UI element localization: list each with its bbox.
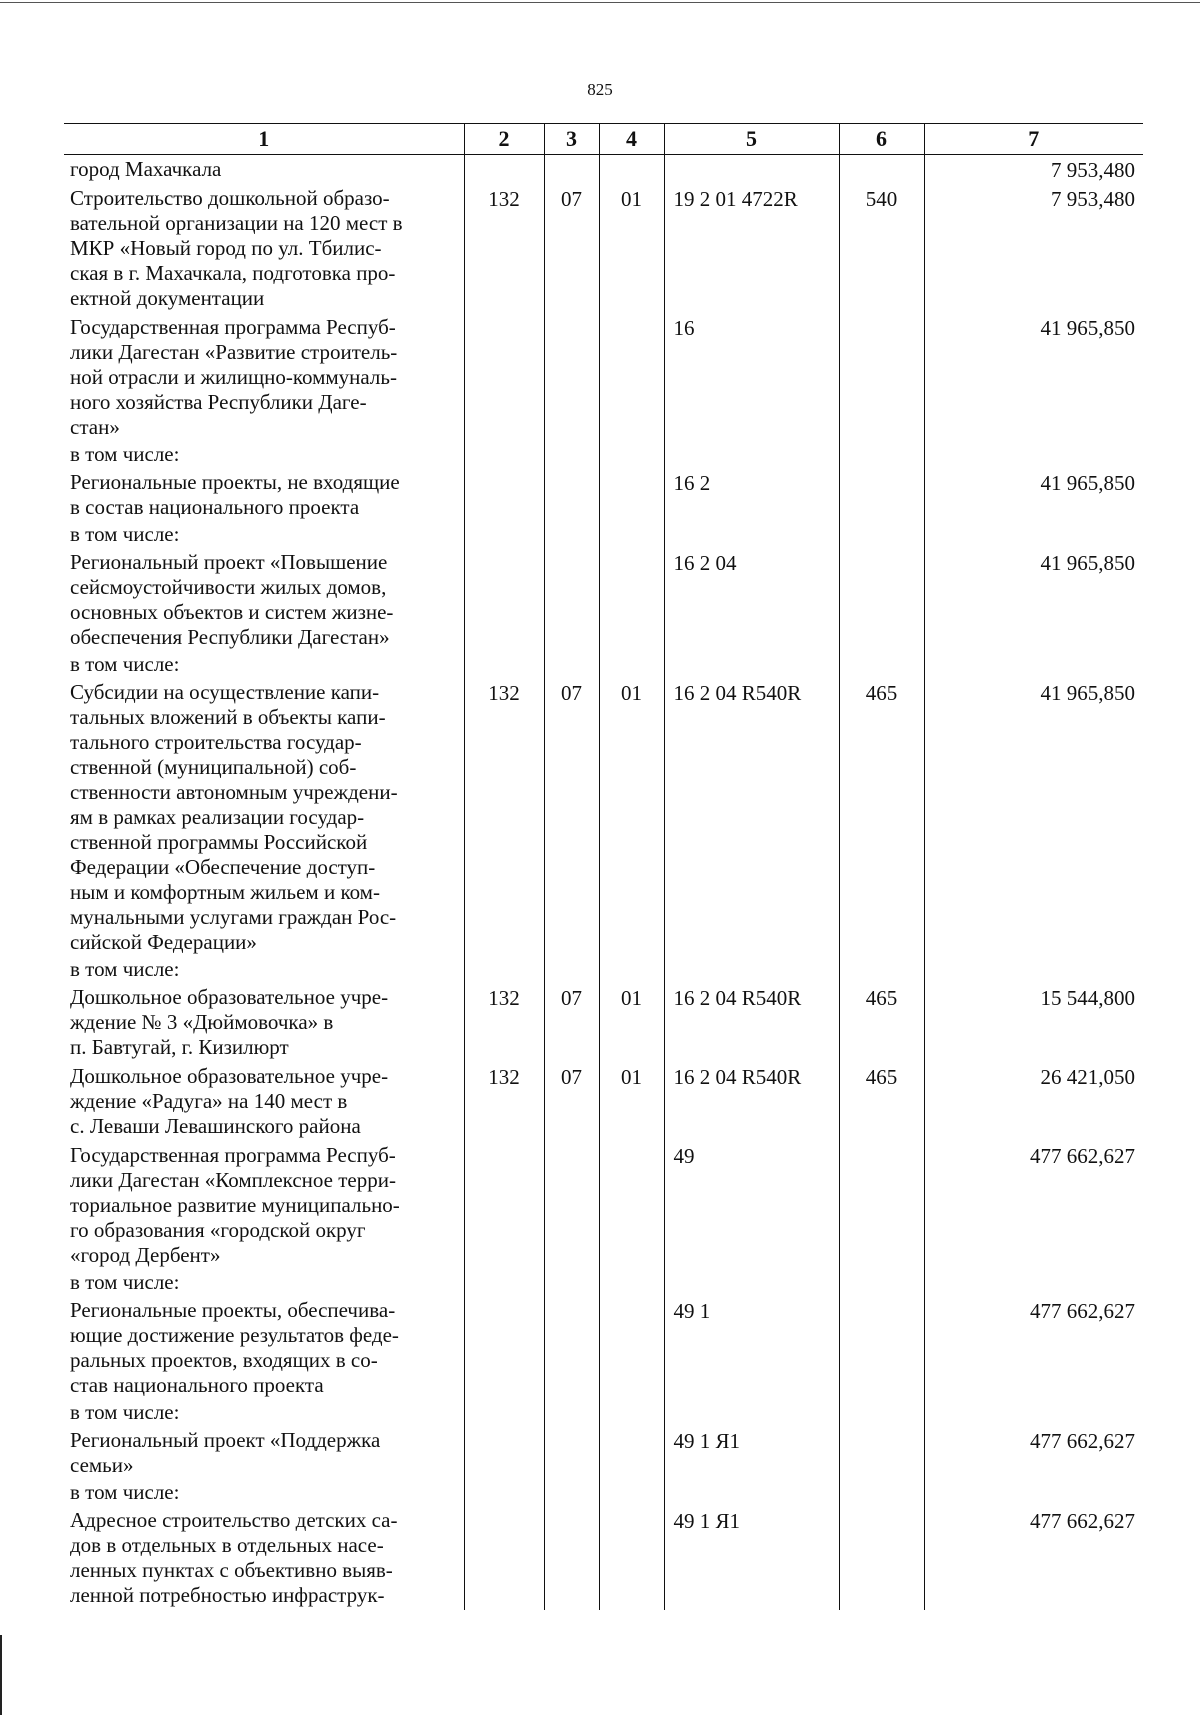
cell-section (544, 468, 599, 522)
header-col-5: 5 (664, 124, 839, 155)
cell-admin-code (464, 1506, 544, 1610)
cell-admin-code: 132 (464, 184, 544, 313)
cell-admin-code (464, 957, 544, 983)
cell-expense-type (839, 155, 924, 185)
table-row (64, 1141, 1143, 1270)
cell-target-article (664, 1480, 839, 1506)
cell-amount: 41 965,850 (924, 313, 1143, 442)
cell-target-article (664, 1400, 839, 1426)
cell-expense-type (839, 1400, 924, 1426)
cell-name: в том числе: (70, 1400, 180, 1424)
table-row (64, 184, 1143, 313)
cell-target-article (664, 957, 839, 983)
cell-amount: 477 662,627 (924, 1141, 1143, 1270)
cell-target-article: 16 2 04 (664, 548, 839, 652)
cell-name: Дошкольное образовательное учре- ждение «Радуга» на 140 мест в с. Леваши Левашинского района (70, 1064, 389, 1138)
cell-name: Государственная программа Респуб- лики Дагестан «Комплексное терри- ториальное развитие муниципально- го образования «городской округ «город Дербент» (70, 1143, 400, 1267)
cell-name: Государственная программа Респуб- лики Дагестан «Развитие строитель- ной отрасли и жилищно-коммуналь- ного хозяйства Республики Даге- стан» (70, 315, 398, 439)
cell-target-article: 49 1 Я1 (664, 1426, 839, 1480)
cell-amount: 477 662,627 (924, 1426, 1143, 1480)
cell-subsection (599, 468, 664, 522)
cell-section (544, 442, 599, 468)
cell-target-article (664, 652, 839, 678)
table-row (64, 442, 1143, 468)
cell-section (544, 1296, 599, 1400)
cell-expense-type (839, 1270, 924, 1296)
table-row (64, 1506, 1143, 1610)
cell-name: Региональные проекты, обеспечива- ющие достижение результатов феде- ральных проектов, входящих в со- став национального проекта (70, 1298, 399, 1397)
cell-expense-type (839, 442, 924, 468)
cell-section (544, 313, 599, 442)
cell-amount (924, 1270, 1143, 1296)
cell-subsection (599, 652, 664, 678)
cell-name: в том числе: (70, 442, 180, 466)
header-col-2: 2 (464, 124, 544, 155)
cell-admin-code (464, 548, 544, 652)
header-row (64, 124, 1143, 155)
cell-name: Строительство дошкольной образо- вательной организации на 120 мест в МКР «Новый город по ул. Тбилис- ская в г. Махачкала, подготовка про- ектной документации (70, 186, 403, 310)
cell-expense-type: 465 (839, 678, 924, 957)
cell-expense-type (839, 1141, 924, 1270)
cell-subsection (599, 548, 664, 652)
cell-subsection (599, 313, 664, 442)
table-row (64, 1426, 1143, 1480)
cell-admin-code (464, 1270, 544, 1296)
cell-admin-code: 132 (464, 1062, 544, 1141)
cell-name: город Махачкала (70, 157, 222, 181)
cell-section (544, 1506, 599, 1610)
cell-subsection (599, 522, 664, 548)
cell-subsection: 01 (599, 678, 664, 957)
cell-amount (924, 652, 1143, 678)
scan-margin-mark (0, 1635, 2, 1715)
cell-subsection (599, 957, 664, 983)
cell-amount (924, 522, 1143, 548)
cell-admin-code (464, 468, 544, 522)
cell-amount: 477 662,627 (924, 1506, 1143, 1610)
cell-target-article: 16 2 (664, 468, 839, 522)
cell-target-article (664, 442, 839, 468)
table-row (64, 652, 1143, 678)
cell-section (544, 1480, 599, 1506)
cell-subsection (599, 1270, 664, 1296)
cell-admin-code (464, 442, 544, 468)
header-col-1: 1 (64, 124, 464, 155)
cell-section (544, 1141, 599, 1270)
cell-amount: 7 953,480 (924, 184, 1143, 313)
cell-amount: 7 953,480 (924, 155, 1143, 185)
cell-expense-type (839, 1480, 924, 1506)
cell-section (544, 1400, 599, 1426)
cell-admin-code (464, 522, 544, 548)
cell-expense-type (839, 1426, 924, 1480)
cell-name: в том числе: (70, 652, 180, 676)
cell-name: Региональный проект «Повышение сейсмоустойчивости жилых домов, основных объектов и систем жизне- обеспечения Республики Дагестан» (70, 550, 394, 649)
cell-section: 07 (544, 1062, 599, 1141)
table-row (64, 957, 1143, 983)
cell-subsection (599, 442, 664, 468)
cell-subsection (599, 1506, 664, 1610)
table-body (64, 155, 1143, 1611)
cell-admin-code (464, 1141, 544, 1270)
cell-amount (924, 1400, 1143, 1426)
cell-expense-type (839, 957, 924, 983)
table-row (64, 678, 1143, 957)
cell-subsection (599, 1400, 664, 1426)
table-row (64, 1296, 1143, 1400)
cell-subsection (599, 155, 664, 185)
cell-expense-type (839, 522, 924, 548)
cell-subsection: 01 (599, 184, 664, 313)
cell-target-article: 16 2 04 R540R (664, 1062, 839, 1141)
cell-expense-type (839, 1506, 924, 1610)
table-row (64, 548, 1143, 652)
table-row (64, 313, 1143, 442)
header-col-3: 3 (544, 124, 599, 155)
cell-name: в том числе: (70, 1480, 180, 1504)
cell-subsection (599, 1426, 664, 1480)
cell-admin-code (464, 652, 544, 678)
cell-target-article (664, 522, 839, 548)
cell-admin-code: 132 (464, 983, 544, 1062)
table-row (64, 522, 1143, 548)
page-number: 825 (587, 80, 613, 99)
cell-subsection (599, 1296, 664, 1400)
header-col-4: 4 (599, 124, 664, 155)
cell-name: Региональный проект «Поддержка семьи» (70, 1428, 381, 1477)
top-border-line (0, 2, 1200, 3)
table-row (64, 468, 1143, 522)
cell-name: Субсидии на осуществление капи- тальных вложений в объекты капи- тального строительства государ- ственной (муниципальной) соб- ственности автономным учреждени- ям в рамках реализации государ- ственной программы Российской Федерации «Обеспечение доступ- ным и комфортным жильем и ком- мунальными услугами граждан Рос- сийской Федерации» (70, 680, 398, 954)
header-col-6: 6 (839, 124, 924, 155)
cell-target-article: 49 (664, 1141, 839, 1270)
cell-expense-type: 465 (839, 983, 924, 1062)
cell-amount: 477 662,627 (924, 1296, 1143, 1400)
cell-expense-type: 465 (839, 1062, 924, 1141)
cell-amount (924, 957, 1143, 983)
cell-expense-type: 540 (839, 184, 924, 313)
cell-name: в том числе: (70, 522, 180, 546)
cell-subsection: 01 (599, 1062, 664, 1141)
cell-section (544, 1426, 599, 1480)
cell-name: Адресное строительство детских са- дов в отдельных в отдельных насе- ленных пунктах с объективно выяв- ленной потребностью инфраструк- (70, 1508, 398, 1607)
cell-name: Дошкольное образовательное учре- ждение № 3 «Дюймовочка» в п. Бавтугай, г. Кизилюрт (70, 985, 389, 1059)
cell-section (544, 155, 599, 185)
cell-target-article: 49 1 Я1 (664, 1506, 839, 1610)
cell-amount: 41 965,850 (924, 468, 1143, 522)
cell-admin-code (464, 1426, 544, 1480)
cell-name: в том числе: (70, 957, 180, 981)
cell-admin-code (464, 313, 544, 442)
cell-amount: 15 544,800 (924, 983, 1143, 1062)
cell-amount: 41 965,850 (924, 678, 1143, 957)
cell-admin-code (464, 1296, 544, 1400)
cell-section (544, 1270, 599, 1296)
cell-section (544, 548, 599, 652)
table-row (64, 983, 1143, 1062)
table-row (64, 1400, 1143, 1426)
cell-section (544, 957, 599, 983)
budget-table (64, 123, 1143, 1610)
cell-target-article: 49 1 (664, 1296, 839, 1400)
cell-target-article (664, 155, 839, 185)
cell-expense-type (839, 1296, 924, 1400)
cell-target-article: 19 2 01 4722R (664, 184, 839, 313)
table-row (64, 1062, 1143, 1141)
table-row (64, 1270, 1143, 1296)
cell-target-article: 16 (664, 313, 839, 442)
cell-admin-code: 132 (464, 678, 544, 957)
table-row (64, 155, 1143, 185)
cell-name: Региональные проекты, не входящие в состав национального проекта (70, 470, 400, 519)
cell-section (544, 652, 599, 678)
cell-section: 07 (544, 184, 599, 313)
cell-amount (924, 1480, 1143, 1506)
cell-admin-code (464, 1400, 544, 1426)
cell-section: 07 (544, 983, 599, 1062)
cell-expense-type (839, 313, 924, 442)
cell-amount (924, 442, 1143, 468)
cell-expense-type (839, 652, 924, 678)
cell-amount: 41 965,850 (924, 548, 1143, 652)
cell-target-article: 16 2 04 R540R (664, 983, 839, 1062)
cell-name: в том числе: (70, 1270, 180, 1294)
table-row (64, 1480, 1143, 1506)
cell-admin-code (464, 155, 544, 185)
cell-target-article: 16 2 04 R540R (664, 678, 839, 957)
cell-target-article (664, 1270, 839, 1296)
cell-expense-type (839, 468, 924, 522)
header-col-7: 7 (924, 124, 1143, 155)
cell-subsection (599, 1141, 664, 1270)
cell-expense-type (839, 548, 924, 652)
cell-amount: 26 421,050 (924, 1062, 1143, 1141)
cell-subsection (599, 1480, 664, 1506)
cell-subsection: 01 (599, 983, 664, 1062)
cell-section (544, 522, 599, 548)
cell-section: 07 (544, 678, 599, 957)
cell-admin-code (464, 1480, 544, 1506)
